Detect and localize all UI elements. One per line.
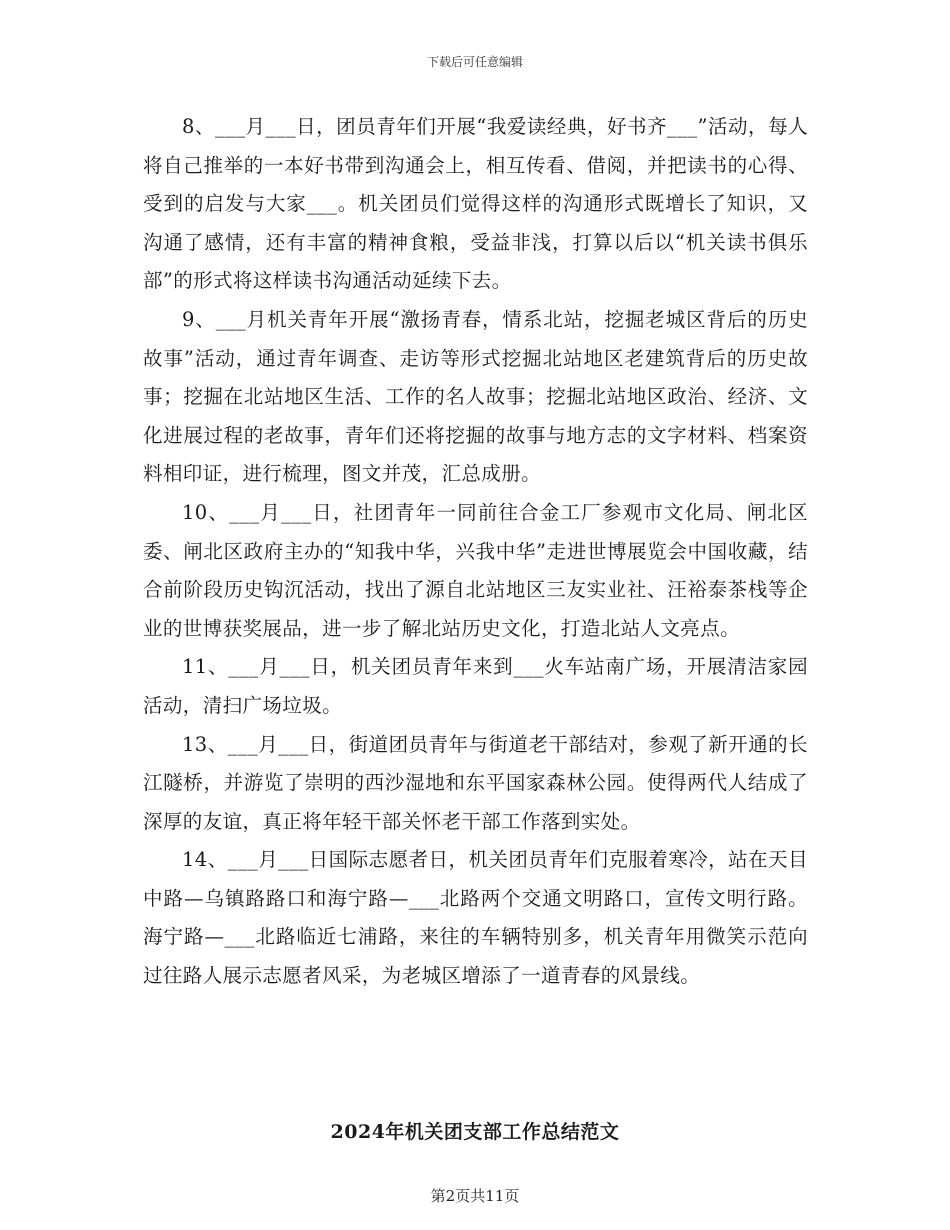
paragraph-item-13: 13、___月___日，街道团员青年与街道老干部结对，参观了新开通的长江隧桥，并游览了崇明的西沙湿地和东平国家森林公园。使得两代人结成了深厚的友谊，真正将年轻干部关怀老干部工作落到实处。 (143, 732, 808, 833)
document-body (143, 108, 808, 996)
paragraph-item-14: 14、___月___日国际志愿者日，机关团员青年们克服着寒冷，站在天目中路—乌镇路路口和海宁路—___北路两个交通文明路口，宣传文明行路。海宁路—___北路临近七浦路，来往的车辆特别多，机关青年用微笑示范向过往路人展示志愿者风采，为老城区增添了一道青春的风景线。 (143, 848, 808, 988)
section-heading: 2024年机关团支部工作总结范文 (330, 1121, 620, 1143)
paragraph-item-9: 9、___月机关青年开展“激扬青春，情系北站，挖掘老城区背后的历史故事”活动，通过青年调查、走访等形式挖掘北站地区老建筑背后的历史故事；挖掘在北站地区生活、工作的名人故事；挖掘北站地区政治、经济、文化进展过程的老故事，青年们还将挖掘的故事与地方志的文字材料、档案资料相印证，进行梳理，图文并茂，汇总成册。 (143, 307, 808, 486)
paragraph-item-10: 10、___月___日，社团青年一同前往合金工厂参观市文化局、闸北区委、闸北区政府主办的“知我中华，兴我中华”走进世博展览会中国收藏，结合前阶段历史钩沉活动，找出了源自北站地区三友实业社、汪裕泰茶栈等企业的世博获奖展品，进一步了解北站历史文化，打造北站人文亮点。 (143, 500, 808, 640)
paragraph-item-11: 11、___月___日，机关团员青年来到___火车站南广场，开展清洁家园活动，清扫广场垃圾。 (143, 655, 808, 717)
header-note: 下载后可任意编辑 (426, 55, 523, 69)
paragraph-item-8: 8、___月___日，团员青年们开展“我爱读经典，好书齐___”活动，每人将自己推举的一本好书带到沟通会上，相互传看、借阅，并把读书的心得、受到的启发与大家___。机关团员们觉得这样的沟通形式既增长了知识，又沟通了感情，还有丰富的精神食粮，受益非浅，打算以后以“机关读书俱乐部”的形式将这样读书沟通活动延续下去。 (143, 115, 808, 293)
page-number-footer: 第2页共11页 (430, 1187, 520, 1205)
